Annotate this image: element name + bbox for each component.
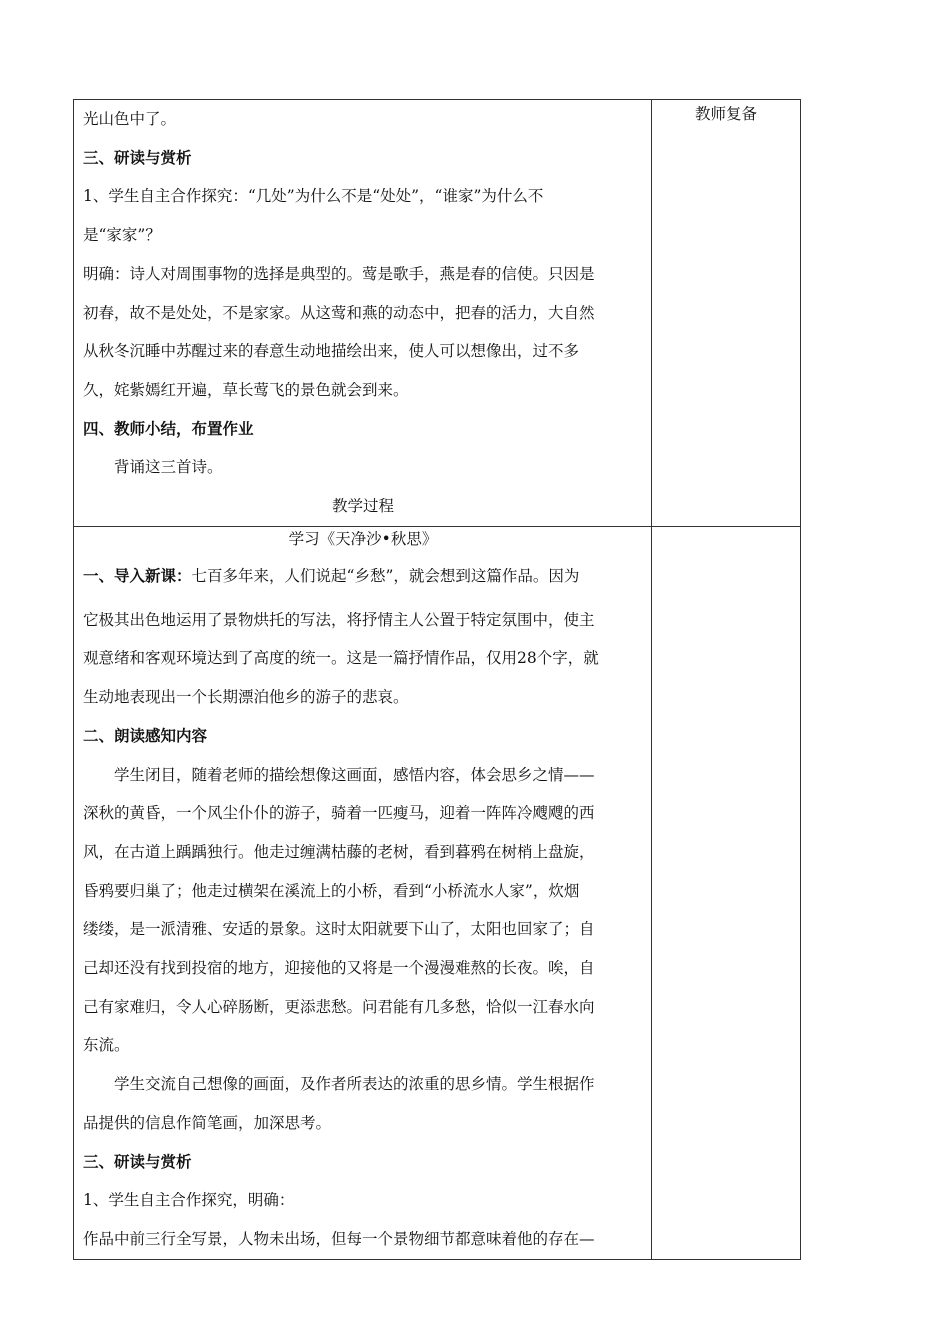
text-line: 深秋的黄昏，一个风尘仆仆的游子，骑着一匹瘦马，迎着一阵阵冷飕飕的西 [83, 804, 595, 823]
text-line: 是“家家”？ [83, 226, 161, 245]
side-notes-cell [652, 100, 801, 527]
text-line: 生动地表现出一个长期漂泊他乡的游子的悲哀。 [83, 688, 409, 707]
text-line: 己却还没有找到投宿的地方，迎接他的又将是一个漫漫难熬的长夜。唉，自 [83, 959, 595, 978]
text-line: 风，在古道上踽踽独行。他走过缠满枯藤的老树，看到暮鸦在树梢上盘旋， [83, 842, 595, 861]
text-line: 初春，故不是处处，不是家家。从这莺和燕的动态中，把春的活力，大自然 [83, 303, 595, 322]
text-line: 它极其出色地运用了景物烘托的写法，将抒情主人公置于特定氛围中，使主 [83, 610, 595, 629]
text-line: 背诵这三首诗。 [114, 458, 223, 477]
lesson-plan-table [73, 99, 801, 1260]
main-content-cell [74, 100, 652, 527]
text-line: 学生闭目，随着老师的描绘想像这画面，感悟内容，体会思乡之情—— [114, 765, 595, 784]
text-line: 己有家难归，令人心碎肠断，更添悲愁。问君能有几多愁，恰似一江春水向 [83, 997, 595, 1016]
text-line: 教学过程 [331, 497, 394, 516]
text-line: 明确：诗人对周围事物的选择是典型的。莺是歌手，燕是春的信使。只因是 [83, 264, 595, 283]
section-heading: 四、教师小结，布置作业 [83, 419, 254, 438]
section-heading: 三、研读与赏析 [83, 1152, 192, 1171]
row2-main-text [74, 527, 651, 1259]
row2-body-lines [83, 601, 643, 1259]
intro-paragraph-first-line [83, 551, 643, 601]
text-line: 作品中前三行全写景，人物未出场，但每一个景物细节都意味着他的存在— [83, 1229, 595, 1248]
text-line: 1、学生自主合作探究，明确： [83, 1191, 295, 1210]
text-line: 品提供的信息作简笔画，加深思考。 [83, 1113, 332, 1132]
lesson-title: 学习《天净沙•秋思》 [288, 529, 438, 548]
main-content-cell [74, 526, 652, 1259]
table-row [74, 100, 801, 527]
intro-first-text: 七百多年来，人们说起“乡愁”，就会想到这篇作品。因为 [191, 566, 580, 585]
table-row [74, 526, 801, 1259]
text-line: 从秋冬沉睡中苏醒过来的春意生动地描绘出来，使人可以想像出，过不多 [83, 342, 580, 361]
text-line: 东流。 [83, 1036, 130, 1055]
text-line: 观意绪和客观环境达到了高度的统一。这是一篇抒情作品，仅用28个字，就 [83, 649, 599, 668]
text-line: 光山色中了。 [83, 110, 177, 128]
row1-main-text [74, 100, 651, 526]
text-line: 久，姹紫嫣红开遍，草长莺飞的景色就会到来。 [83, 380, 409, 399]
side-notes-cell [652, 526, 801, 1259]
text-line: 昏鸦要归巢了；他走过横架在溪流上的小桥，看到“小桥流水人家”，炊烟 [83, 881, 580, 900]
section-heading: 三、研读与赏析 [83, 148, 192, 167]
section-heading: 二、朗读感知内容 [83, 726, 208, 745]
text-line: 1、学生自主合作探究：“几处”为什么不是“处处”，“谁家”为什么不 [83, 187, 544, 206]
text-line: 学生交流自己想像的画面，及作者所表达的浓重的思乡情。学生根据作 [114, 1075, 595, 1094]
intro-heading: 一、导入新课： [83, 566, 192, 585]
text-line: 缕缕，是一派清雅、安适的景象。这时太阳就要下山了，太阳也回家了；自 [83, 920, 595, 939]
teacher-review-label: 教师复备 [694, 105, 757, 123]
